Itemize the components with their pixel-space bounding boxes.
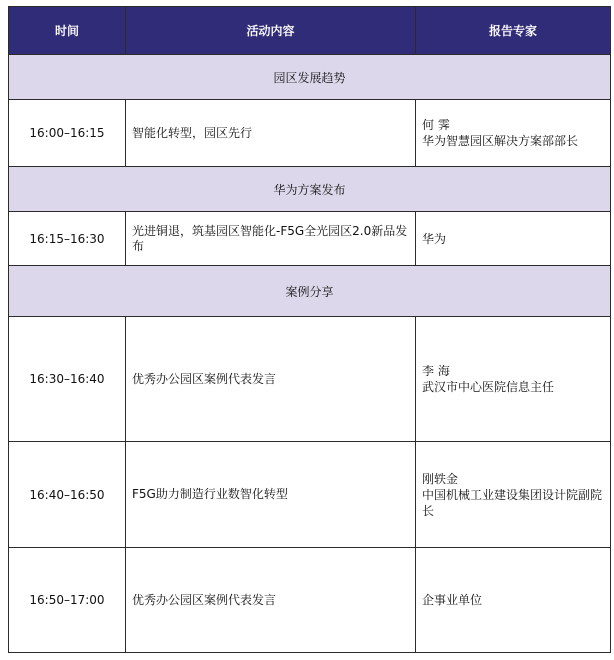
session-expert [416, 212, 611, 266]
session-time: 16:40–16:50 [9, 442, 126, 548]
agenda-table [8, 6, 611, 653]
session-time: 16:30–16:40 [9, 317, 126, 442]
section-row [9, 55, 611, 100]
expert-name: 李 海 [422, 364, 450, 378]
expert-title: 武汉市中心医院信息主任 [422, 380, 555, 394]
table-row [9, 442, 611, 548]
session-expert [416, 317, 611, 442]
section-row [9, 266, 611, 317]
table-row [9, 548, 611, 653]
table-row [9, 317, 611, 442]
expert-title: 华为智慧园区解决方案部部长 [422, 134, 579, 148]
session-time: 16:15–16:30 [9, 212, 126, 266]
session-expert [416, 442, 611, 548]
section-title: 案例分享 [9, 266, 611, 317]
expert-name: 何 霁 [422, 118, 450, 132]
header-activity: 活动内容 [126, 7, 416, 55]
expert-name: 企事业单位 [422, 593, 483, 607]
session-time: 16:50–17:00 [9, 548, 126, 653]
header-expert: 报告专家 [416, 7, 611, 55]
table-row [9, 212, 611, 266]
section-title: 华为方案发布 [9, 167, 611, 212]
session-time: 16:00–16:15 [9, 100, 126, 167]
expert-name: 华为 [422, 231, 447, 246]
header-row [9, 7, 611, 55]
session-activity: F5G助力制造行业数智化转型 [126, 442, 416, 548]
expert-name: 刚轶金 [422, 471, 459, 486]
section-title: 园区发展趋势 [9, 55, 611, 100]
session-activity: 优秀办公园区案例代表发言 [126, 548, 416, 653]
session-activity: 优秀办公园区案例代表发言 [126, 317, 416, 442]
header-time: 时间 [9, 7, 126, 55]
session-activity: 智能化转型，园区先行 [126, 100, 416, 167]
expert-title: 中国机械工业建设集团设计院副院长 [422, 487, 603, 518]
session-expert [416, 548, 611, 653]
session-expert [416, 100, 611, 167]
section-row [9, 167, 611, 212]
table-row [9, 100, 611, 167]
session-activity: 光进铜退，筑基园区智能化-F5G全光园区2.0新品发布 [126, 212, 416, 266]
